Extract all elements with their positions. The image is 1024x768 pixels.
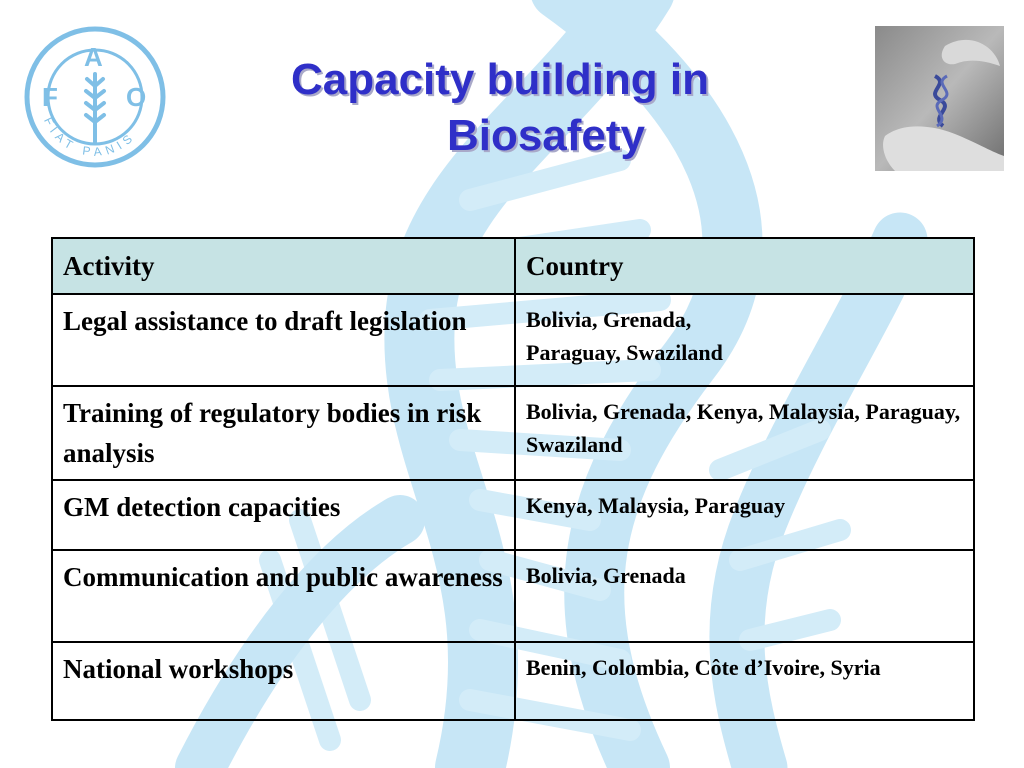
header-country: Country <box>515 238 974 294</box>
country-cell: Benin, Colombia, Côte d’Ivoire, Syria <box>515 642 974 720</box>
capacity-table <box>51 237 975 721</box>
country-cell: Bolivia, Grenada, Kenya, Malaysia, Paraguay, Swaziland <box>515 386 974 480</box>
country-cell: Kenya, Malaysia, Paraguay <box>515 480 974 550</box>
country-cell: Bolivia, Grenada, Paraguay, Swaziland <box>515 294 974 386</box>
country-cell: Bolivia, Grenada <box>515 550 974 642</box>
activity-cell: Communication and public awareness <box>52 550 515 642</box>
logo-letter-o: O <box>126 82 147 112</box>
slide-title <box>200 52 800 164</box>
fao-logo-icon <box>22 24 168 170</box>
activity-cell: National workshops <box>52 642 515 720</box>
table-row <box>52 386 974 480</box>
table-row <box>52 550 974 642</box>
table-header-row <box>52 238 974 294</box>
title-line-2: Biosafety <box>446 111 646 160</box>
logo-letter-a: A <box>84 42 103 72</box>
hands-dna-photo-icon <box>875 26 1004 171</box>
title-line-1: Capacity building in <box>290 55 710 104</box>
table-row <box>52 294 974 386</box>
activity-cell: GM detection capacities <box>52 480 515 550</box>
logo-motto: FIAT PANIS <box>41 114 139 160</box>
table-row <box>52 642 974 720</box>
table-row <box>52 480 974 550</box>
logo-letter-f: F <box>42 82 58 112</box>
activity-cell: Training of regulatory bodies in risk analysis <box>52 386 515 480</box>
activity-cell: Legal assistance to draft legislation <box>52 294 515 386</box>
header-activity: Activity <box>52 238 515 294</box>
